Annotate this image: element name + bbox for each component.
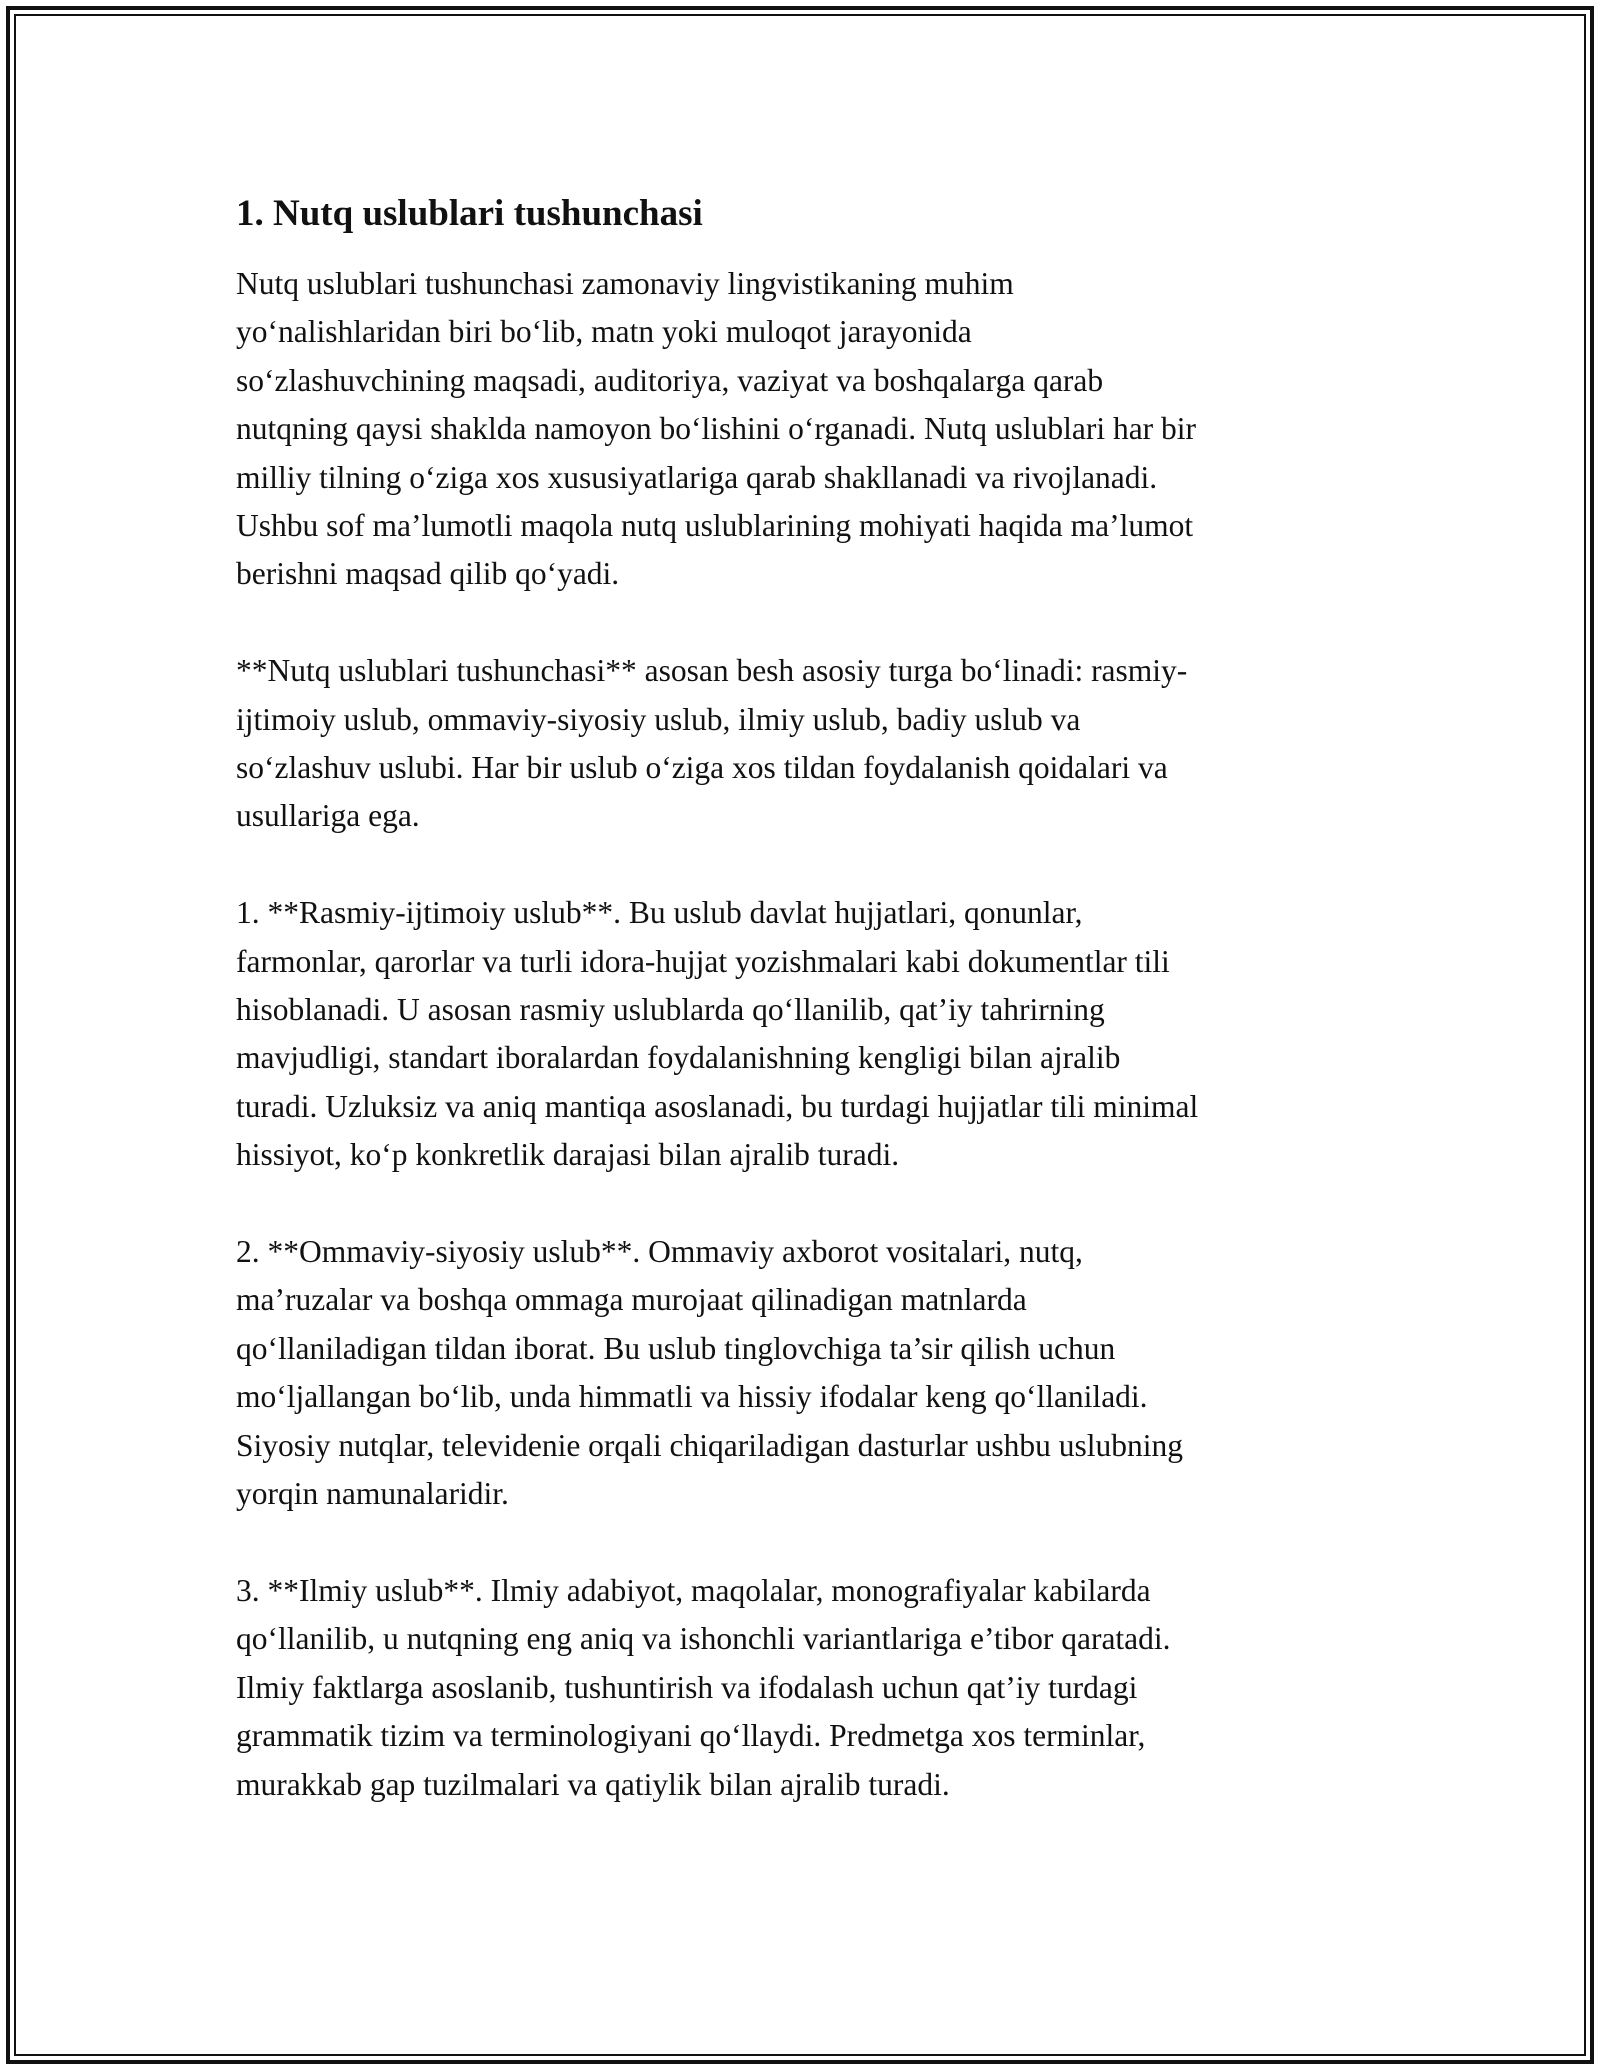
text-line: Ushbu sof ma’lumotli maqola nutq uslublarining mohiyati haqida ma’lumot xyxy=(236,508,1194,544)
section-heading: 1. Nutq uslublari tushunchasi xyxy=(236,193,703,234)
paragraph-intro xyxy=(236,260,1366,599)
text-line: grammatik tizim va terminologiyani qo‘llaydi. Predmetga xos terminlar, xyxy=(236,1718,1146,1754)
text-line: **Nutq uslublari tushunchasi** asosan besh asosiy turga bo‘linadi: rasmiy- xyxy=(236,653,1188,689)
text-line: berishni maqsad qilib qo‘yadi. xyxy=(236,556,620,592)
text-line: milliy tilning o‘ziga xos xususiyatlariga qarab shakllanadi va rivojlanadi. xyxy=(236,459,1158,495)
text-line: Nutq uslublari tushunchasi zamonaviy lingvistikaning muhim xyxy=(236,266,1014,301)
text-line: 3. **Ilmiy uslub**. Ilmiy adabiyot, maqolalar, monografiyalar kabilarda xyxy=(236,1572,1151,1608)
text-line: yorqin namunalaridir. xyxy=(236,1476,509,1512)
text-line: nutqning qaysi shaklda namoyon bo‘lishini o‘rganadi. Nutq uslublari har bir xyxy=(236,411,1197,447)
text-line: hisoblanadi. U asosan rasmiy uslublarda qo‘llanilib, qat’iy tahrirning xyxy=(236,992,1105,1028)
text-line: usullariga ega. xyxy=(236,798,420,834)
text-line: qo‘llaniladigan tildan iborat. Bu uslub tinglovchiga ta’sir qilish uchun xyxy=(236,1330,1116,1366)
text-line: ma’ruzalar va boshqa ommaga murojaat qilinadigan matnlarda xyxy=(236,1282,1027,1318)
text-line: hissiyot, ko‘p konkretlik darajasi bilan ajralib turadi. xyxy=(236,1137,900,1173)
text-line: mo‘ljallangan bo‘lib, unda himmatli va hissiy ifodalar keng qo‘llaniladi. xyxy=(236,1379,1148,1415)
text-line: ijtimoiy uslub, ommaviy-siyosiy uslub, ilmiy uslub, badiy uslub va xyxy=(236,701,1081,737)
text-line: farmonlar, qarorlar va turli idora-hujjat yozishmalari kabi dokumentlar tili xyxy=(236,943,1170,979)
paragraph-public-political-style xyxy=(236,1228,1366,1518)
paragraph-official-style xyxy=(236,889,1366,1179)
text-line: murakkab gap tuzilmalari va qatiylik bilan ajralib turadi. xyxy=(236,1766,950,1802)
document-body xyxy=(236,188,1366,1857)
text-line: mavjudligi, standart iboralardan foydalanishning kengligi bilan ajralib xyxy=(236,1040,1121,1076)
text-line: Siyosiy nutqlar, televidenie orqali chiqariladigan dasturlar ushbu uslubning xyxy=(236,1427,1184,1463)
paragraph-types-overview xyxy=(236,647,1366,841)
text-line: qo‘llanilib, u nutqning eng aniq va ishonchli variantlariga e’tibor qaratadi. xyxy=(236,1621,1171,1657)
text-line: Ilmiy faktlarga asoslanib, tushuntirish va ifodalash uchun qat’iy turdagi xyxy=(236,1669,1138,1705)
text-line: turadi. Uzluksiz va aniq mantiqa asoslanadi, bu turdagi hujjatlar tili minimal xyxy=(236,1088,1199,1124)
paragraph-scientific-style xyxy=(236,1567,1366,1809)
text-line: yo‘nalishlaridan biri bo‘lib, matn yoki muloqot jarayonida xyxy=(236,314,972,350)
text-line: so‘zlashuvchining maqsadi, auditoriya, vaziyat va boshqalarga qarab xyxy=(236,362,1104,398)
text-line: so‘zlashuv uslubi. Har bir uslub o‘ziga xos tildan foydalanish qoidalari va xyxy=(236,750,1168,786)
text-line: 2. **Ommaviy-siyosiy uslub**. Ommaviy axborot vositalari, nutq, xyxy=(236,1234,1083,1270)
text-line: 1. **Rasmiy-ijtimoiy uslub**. Bu uslub davlat hujjatlari, qonunlar, xyxy=(236,895,1083,931)
